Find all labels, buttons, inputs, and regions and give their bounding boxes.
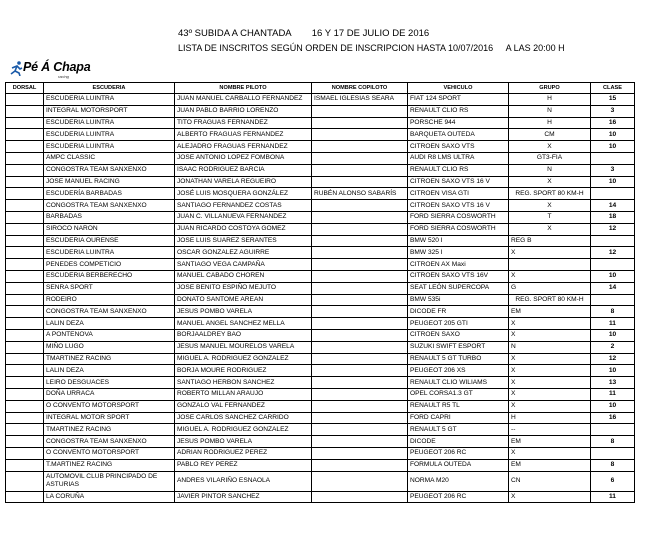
cell-piloto: MANUEL ANGEL SANCHEZ MELLA [175,318,312,330]
cell-vehiculo: PORSCHE 944 [408,117,509,129]
cell-copiloto [312,117,408,129]
cell-escuderia: CONGOSTRA TEAM SANXENXO [44,306,175,318]
cell-piloto: JAVIER PINTOR SANCHEZ [175,491,312,503]
cell-vehiculo: CITROEN SAXO VTS 16 V [408,200,509,212]
cell-piloto: TITO FRAGUAS FERNANDEZ [175,117,312,129]
cell-piloto: JUAN RICARDO COSTOYA GOMEZ [175,223,312,235]
cell-dorsal [6,424,44,436]
cell-vehiculo: RENAULT R5 TL [408,400,509,412]
cell-vehiculo: FIAT 124 SPORT [408,94,509,106]
cell-copiloto [312,211,408,223]
cell-grupo: H [509,117,591,129]
cell-copiloto [312,388,408,400]
cell-piloto: ROBERTO MILLAN ARAUJO [175,388,312,400]
cell-clase: 11 [591,491,635,503]
event-title: 43º SUBIDA A CHANTADA [178,28,292,39]
cell-piloto: JOSE CARLOS SANCHEZ CARRIDO [175,412,312,424]
cell-clase: 10 [591,141,635,153]
cell-grupo: X [509,400,591,412]
cell-copiloto [312,424,408,436]
cell-dorsal [6,341,44,353]
cell-dorsal [6,117,44,129]
table-body [6,94,635,503]
table-row [6,152,635,164]
table-row [6,459,635,471]
cell-vehiculo: OPEL CORSA1.3 GT [408,388,509,400]
cell-copiloto [312,377,408,389]
cell-vehiculo: CITROEN AX Maxi [408,259,509,271]
cell-escuderia: SENRA SPORT [44,282,175,294]
cell-escuderia: CONGOSTRA TEAM SANXENXO [44,200,175,212]
cell-vehiculo: NORMA M20 [408,471,509,491]
table-row [6,341,635,353]
cell-copiloto [312,235,408,247]
cell-grupo: EM [509,306,591,318]
column-header-escuderia: ESCUDERIA [44,83,175,94]
cell-copiloto [312,459,408,471]
cell-piloto: BORJAALDREY BAO [175,329,312,341]
cell-grupo: EM [509,459,591,471]
cell-copiloto [312,200,408,212]
cell-grupo: REG. SPORT 80 KM-H [509,188,591,200]
cell-escuderia: AUTOMOVIL CLUB PRINCIPADO DE ASTURIAS [44,471,175,491]
cell-escuderia: T.MARTINEZ RACING [44,459,175,471]
cell-piloto: JOSE LUIS SUAREZ SERANTES [175,235,312,247]
cell-clase: 10 [591,365,635,377]
cell-escuderia: LALIN DEZA [44,365,175,377]
cell-grupo: H [509,412,591,424]
cell-piloto: OSCAR GONZALEZ AGUIRRE [175,247,312,259]
cell-clase: 10 [591,400,635,412]
cell-piloto: JUAN PABLO BARRIO LORENZO [175,105,312,117]
cell-grupo: REG B [509,235,591,247]
cell-clase: 6 [591,471,635,491]
table-row [6,471,635,491]
event-title-line [178,28,429,39]
cell-copiloto [312,282,408,294]
cell-dorsal [6,176,44,188]
cell-escuderia: JOSE MANUEL RACING [44,176,175,188]
cell-grupo: X [509,318,591,330]
table-row [6,388,635,400]
cell-grupo: X [509,200,591,212]
cell-copiloto [312,259,408,271]
table-row [6,259,635,271]
cell-clase: 18 [591,211,635,223]
cell-grupo: T [509,211,591,223]
cell-dorsal [6,365,44,377]
cell-clase: 10 [591,270,635,282]
cell-clase: 8 [591,436,635,448]
cell-vehiculo: CITROEN SAXO [408,329,509,341]
cell-piloto: JUAN MANUEL CARBALLO FERNANDEZ [175,94,312,106]
cell-vehiculo: CITROEN SAXO VTS [408,141,509,153]
cell-dorsal [6,235,44,247]
cell-piloto: SANTIAGO HERBON SANCHEZ [175,377,312,389]
cell-clase [591,447,635,459]
cell-vehiculo: CITROEN VISA GTI [408,188,509,200]
table-row [6,424,635,436]
cell-escuderia: DOÑA URRACA [44,388,175,400]
table-row [6,270,635,282]
cell-vehiculo: PEUGEOT 206 RC [408,447,509,459]
cell-clase: 3 [591,105,635,117]
cell-escuderia: MIÑO LUGO [44,341,175,353]
cell-escuderia: PENEDES COMPETICIO [44,259,175,271]
cell-grupo: REG. SPORT 80 KM-H [509,294,591,306]
cell-dorsal [6,471,44,491]
cell-piloto: PABLO REY PEREZ [175,459,312,471]
cell-clase [591,294,635,306]
table-row [6,318,635,330]
cell-copiloto [312,436,408,448]
cell-vehiculo: BARQUETA OUTEDA [408,129,509,141]
column-header-vehiculo: VEHICULO [408,83,509,94]
cell-grupo: CM [509,129,591,141]
cell-copiloto [312,412,408,424]
cell-dorsal [6,459,44,471]
cell-dorsal [6,141,44,153]
cell-copiloto: RUBÉN ALONSO SABARÍS [312,188,408,200]
cell-piloto: JESUS MANUEL MOURELOS VARELA [175,341,312,353]
cell-clase [591,188,635,200]
cell-dorsal [6,223,44,235]
cell-piloto: ALBERTO FRAGUAS FERNANDEZ [175,129,312,141]
cell-copiloto [312,270,408,282]
cell-dorsal [6,129,44,141]
cell-vehiculo: PEUGEOT 205 GTI [408,318,509,330]
table-row [6,400,635,412]
column-header-piloto: NOMBRE PILOTO [175,83,312,94]
logo [8,60,108,80]
cell-piloto: GONZALO VAL FERNANDEZ [175,400,312,412]
cell-clase: 8 [591,306,635,318]
cell-vehiculo: CITROEN SAXO VTS 16 V [408,176,509,188]
column-header-copiloto: NOMBRE COPILOTO [312,83,408,94]
table-row [6,247,635,259]
cell-clase: 8 [591,459,635,471]
cell-vehiculo: RENAULT CLIO RS [408,105,509,117]
cell-copiloto [312,318,408,330]
cell-clase: 11 [591,318,635,330]
cell-piloto: BORJA MOURE RODRIGUEZ [175,365,312,377]
cell-vehiculo: SEAT LEÓN SUPERCOPA [408,282,509,294]
table-row [6,353,635,365]
cell-grupo [509,259,591,271]
list-subtitle-line [178,43,565,53]
runner-logo-icon [8,60,24,76]
cell-piloto: ALEJADRO FRAGUAS FERNANDEZ [175,141,312,153]
cell-vehiculo: BMW 535i [408,294,509,306]
table-row [6,94,635,106]
cell-piloto: MANUEL CABADO CHOREN [175,270,312,282]
table-row [6,176,635,188]
cell-clase: 2 [591,341,635,353]
cell-grupo: X [509,247,591,259]
cell-clase: 10 [591,176,635,188]
cell-dorsal [6,436,44,448]
cell-clase: 3 [591,164,635,176]
cell-escuderia: O CONVENTO MOTORSPORT [44,400,175,412]
cell-clase: 14 [591,200,635,212]
cell-copiloto [312,400,408,412]
cell-copiloto [312,129,408,141]
cell-piloto: JOSÉ LUIS MOSQUERA GONZÁLEZ [175,188,312,200]
cell-piloto: JONATHAN VARELA REGUEIRO [175,176,312,188]
table-row [6,211,635,223]
table-row [6,412,635,424]
cell-clase [591,259,635,271]
cell-vehiculo: BMW 325 I [408,247,509,259]
cell-copiloto [312,294,408,306]
cell-grupo: X [509,141,591,153]
cell-piloto: MIGUEL A. RODRIGUEZ GONZALEZ [175,424,312,436]
cell-escuderia: ESCUDERIA LUINTRA [44,141,175,153]
cell-dorsal [6,200,44,212]
cell-dorsal [6,400,44,412]
cell-vehiculo: FORD CAPRI [408,412,509,424]
cell-clase: 10 [591,129,635,141]
cell-dorsal [6,247,44,259]
cell-escuderia: INTEGRAL MOTORSPORT [44,105,175,117]
cell-clase: 14 [591,282,635,294]
table-row [6,365,635,377]
list-subtitle: LISTA DE INSCRITOS SEGÚN ORDEN DE INSCRIPCION HASTA 10/07/2016 [178,43,494,53]
cell-dorsal [6,491,44,503]
cell-dorsal [6,105,44,117]
cell-copiloto [312,341,408,353]
cell-vehiculo: CITROEN SAXO VTS 16V [408,270,509,282]
cell-vehiculo: AUDI R8 LMS ULTRA [408,152,509,164]
column-header-clase: CLASE [591,83,635,94]
table-row [6,223,635,235]
cell-clase [591,152,635,164]
cell-dorsal [6,306,44,318]
cell-grupo: X [509,270,591,282]
cell-clase [591,424,635,436]
table-row [6,117,635,129]
logo-text: Pé Á Chapa [23,60,91,74]
cell-piloto: JESUS POMBO VARELA [175,436,312,448]
cell-grupo: X [509,176,591,188]
cell-dorsal [6,329,44,341]
entries-table [5,82,635,503]
cell-vehiculo: FORD SIERRA COSWORTH [408,223,509,235]
cell-clase: 11 [591,388,635,400]
event-dates: 16 Y 17 DE JULIO DE 2016 [311,28,430,39]
cell-escuderia: CONGOSTRA TEAM SANXENXO [44,436,175,448]
cell-dorsal [6,377,44,389]
cell-dorsal [6,152,44,164]
cell-dorsal [6,353,44,365]
cell-dorsal [6,164,44,176]
cell-grupo: X [509,447,591,459]
table-row [6,282,635,294]
table-row [6,105,635,117]
cell-piloto: DONATO SANTOME AREAN [175,294,312,306]
cell-escuderia: RODEIRO [44,294,175,306]
cell-clase: 10 [591,329,635,341]
cell-piloto: JOSE BENITO ESPIÑO MEJUTO [175,282,312,294]
cell-clase: 12 [591,223,635,235]
cell-escuderia: INTEGRAL MOTOR SPORT [44,412,175,424]
cell-dorsal [6,294,44,306]
cell-vehiculo: DICODE FR [408,306,509,318]
cell-vehiculo: RENAULT CLIO RS [408,164,509,176]
cell-clase: 16 [591,117,635,129]
table-row [6,235,635,247]
cell-clase: 12 [591,353,635,365]
cell-copiloto [312,491,408,503]
cell-escuderia: ESCUDERIA BERBERECHO [44,270,175,282]
cell-vehiculo: BMW 520 I [408,235,509,247]
cell-clase: 15 [591,94,635,106]
table-header-row [6,83,635,94]
list-cutoff-time: A LAS 20:00 H [505,43,565,53]
cell-copiloto [312,471,408,491]
cell-escuderia: LEIRO DESGUACES [44,377,175,389]
cell-escuderia: LA CORUÑA [44,491,175,503]
cell-copiloto [312,152,408,164]
table-row [6,294,635,306]
cell-escuderia: ESCUDERIA LUINTRA [44,117,175,129]
cell-copiloto [312,176,408,188]
cell-copiloto [312,223,408,235]
cell-escuderia: SIROCO NARON [44,223,175,235]
cell-escuderia: O CONVENTO MOTORSPORT [44,447,175,459]
cell-escuderia: ESCUDERÍA BARBADAS [44,188,175,200]
cell-vehiculo: PEUGEOT 206 RC [408,491,509,503]
cell-vehiculo: RENAULT 5 GT [408,424,509,436]
cell-copiloto [312,365,408,377]
cell-dorsal [6,447,44,459]
cell-escuderia: A PONTENOVA [44,329,175,341]
table-row [6,447,635,459]
table-row [6,491,635,503]
cell-copiloto [312,105,408,117]
cell-piloto: JUAN C. VILLANUEVA FERNANDEZ [175,211,312,223]
cell-escuderia: LALIN DEZA [44,318,175,330]
cell-clase: 12 [591,247,635,259]
cell-copiloto [312,247,408,259]
cell-vehiculo: DICODE [408,436,509,448]
cell-piloto: JOSE ANTONIO LOPEZ FOMBONA [175,152,312,164]
cell-dorsal [6,388,44,400]
cell-escuderia: ESCUDERIA LUINTRA [44,247,175,259]
cell-grupo: X [509,353,591,365]
cell-vehiculo: SUZUKI SWIFT ESPORT [408,341,509,353]
logo-subtext: racing [58,74,69,79]
cell-grupo: X [509,223,591,235]
cell-vehiculo: PEUGEOT 206 XS [408,365,509,377]
cell-escuderia: TMARTINEZ RACING [44,353,175,365]
cell-dorsal [6,282,44,294]
cell-escuderia: AMPC CLASSIC [44,152,175,164]
table-row [6,436,635,448]
table-row [6,164,635,176]
cell-piloto: MIGUEL A. RODRIGUEZ GONZALEZ [175,353,312,365]
cell-dorsal [6,259,44,271]
cell-grupo: GT3-FIA [509,152,591,164]
cell-escuderia: ESCUDERIA LUINTRA [44,129,175,141]
cell-clase: 16 [591,412,635,424]
cell-copiloto [312,353,408,365]
cell-piloto: SANTIAGO FERNANDEZ COSTAS [175,200,312,212]
cell-vehiculo: RENAULT CLIO WILIAMS [408,377,509,389]
table-row [6,129,635,141]
cell-dorsal [6,188,44,200]
cell-grupo: CN [509,471,591,491]
cell-piloto: ISAAC RODRIGUEZ BARCIA [175,164,312,176]
cell-grupo: N [509,341,591,353]
cell-copiloto: ISMAEL IGLESIAS SEARA [312,94,408,106]
cell-grupo: X [509,491,591,503]
cell-piloto: ADRIAN RODRIGUEZ PEREZ [175,447,312,459]
cell-dorsal [6,412,44,424]
cell-escuderia: ESCUDERIA OURENSE [44,235,175,247]
cell-grupo: N [509,105,591,117]
cell-piloto: ANDRES VILARIÑO ESNAOLA [175,471,312,491]
table-row [6,188,635,200]
column-header-dorsal: DORSAL [6,83,44,94]
cell-escuderia: BARBADAS [44,211,175,223]
cell-escuderia: ESCUDERIA LUINTRA [44,94,175,106]
cell-grupo: X [509,377,591,389]
cell-clase: 13 [591,377,635,389]
cell-escuderia: TMARTINEZ RACING [44,424,175,436]
cell-copiloto [312,306,408,318]
cell-piloto: JESUS POMBO VARELA [175,306,312,318]
cell-vehiculo: RENAULT 5 GT TURBO [408,353,509,365]
cell-copiloto [312,447,408,459]
cell-grupo: G [509,282,591,294]
cell-grupo: H [509,94,591,106]
cell-clase [591,235,635,247]
cell-grupo: X [509,388,591,400]
cell-dorsal [6,211,44,223]
cell-dorsal [6,318,44,330]
cell-grupo: X [509,365,591,377]
cell-dorsal [6,270,44,282]
cell-copiloto [312,329,408,341]
cell-dorsal [6,94,44,106]
cell-escuderia: CONGOSTRA TEAM SANXENXO [44,164,175,176]
cell-vehiculo: FORMULA OUTEDA [408,459,509,471]
cell-copiloto [312,141,408,153]
cell-copiloto [312,164,408,176]
table-row [6,306,635,318]
table-row [6,141,635,153]
table-row [6,329,635,341]
cell-grupo: X [509,329,591,341]
cell-grupo: -- [509,424,591,436]
cell-grupo: N [509,164,591,176]
cell-vehiculo: FORD SIERRA COSWORTH [408,211,509,223]
cell-piloto: SANTIAGO VEGA CAMPAÑA [175,259,312,271]
cell-grupo: EM [509,436,591,448]
table-row [6,200,635,212]
column-header-grupo: GRUPO [509,83,591,94]
table-row [6,377,635,389]
